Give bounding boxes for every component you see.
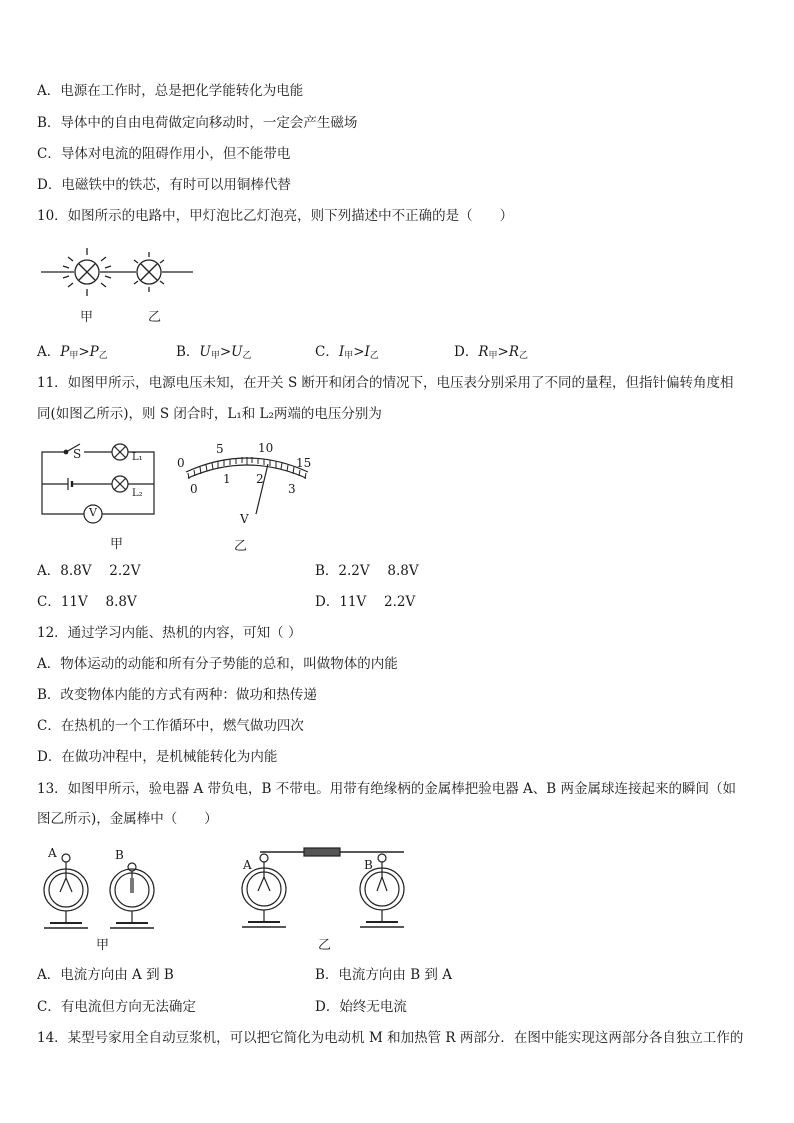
q12-option-b: B．改变物体内能的方式有两种：做功和热传递 bbox=[37, 687, 317, 703]
q10-option-b-prefix: B． bbox=[176, 344, 200, 360]
q11-lamp1-label: L₁ bbox=[132, 452, 143, 463]
q10-option-c-var2: I bbox=[364, 344, 370, 360]
q11-lamp2-label: L₂ bbox=[132, 488, 143, 499]
dial-ticks bbox=[188, 457, 306, 479]
q14-stem: 14．某型号家用全自动豆浆机，可以把它简化为电动机 M 和加热管 R 两部分．在图中能实现这两部分各自独立工作的 bbox=[37, 1030, 744, 1046]
q10-option-a-op: > bbox=[78, 344, 90, 360]
q10-option-c bbox=[315, 343, 379, 365]
dial-bottom-2: 2 bbox=[256, 472, 264, 486]
q10-option-b bbox=[176, 343, 252, 365]
q13-stem-line2: 图乙所示)，金属棒中（ ） bbox=[37, 811, 218, 827]
q10-label-yi: 乙 bbox=[148, 310, 162, 325]
q13-caption-jia: 甲 bbox=[96, 938, 110, 953]
q12-option-d: D．在做功冲程中，是机械能转化为内能 bbox=[37, 749, 278, 765]
q10-option-b-var2: U bbox=[231, 344, 243, 360]
dial-unit-label: V bbox=[240, 512, 249, 526]
q10-option-a bbox=[37, 343, 108, 365]
q10-option-d-sub1: 甲 bbox=[488, 351, 498, 361]
q10-option-a-sub2: 乙 bbox=[98, 351, 108, 361]
q13-caption-yi: 乙 bbox=[318, 938, 332, 953]
q10-option-d bbox=[454, 343, 528, 365]
q11-switch-label: S bbox=[73, 447, 82, 461]
q11-option-d: D．11V 2.2V bbox=[315, 594, 416, 610]
q9-option-c: C．导体对电流的阻碍作用小，但不能带电 bbox=[37, 146, 291, 162]
q13-jia-svg bbox=[40, 850, 160, 932]
dial-top-15: 15 bbox=[296, 456, 312, 470]
q13-option-b: B．电流方向由 B 到 A bbox=[315, 967, 452, 983]
q13-yi-label-a: A bbox=[243, 858, 252, 872]
q10-option-c-var1: I bbox=[338, 344, 345, 360]
q11-caption-jia: 甲 bbox=[110, 537, 124, 552]
electroscope-b-icon bbox=[110, 863, 154, 928]
q10-lamp-circuit-svg bbox=[38, 244, 208, 306]
q11-stem-line1: 11．如图甲所示，电源电压未知，在开关 S 断开和闭合的情况下，电压表分别采用了不同的量程，但指针偏转角度相 bbox=[37, 375, 734, 391]
q10-option-a-var1: P bbox=[60, 344, 70, 360]
q10-option-c-sub2: 乙 bbox=[369, 351, 379, 361]
q10-option-d-prefix: D． bbox=[454, 344, 479, 360]
q11-option-b: B．2.2V 8.8V bbox=[315, 563, 419, 579]
dial-top-5: 5 bbox=[216, 442, 224, 456]
q11-voltmeter-label: V bbox=[89, 506, 97, 519]
q10-option-b-var1: U bbox=[199, 344, 211, 360]
q13-option-d: D．始终无电流 bbox=[315, 999, 407, 1015]
q10-option-d-var1: R bbox=[478, 344, 489, 360]
q13-stem-line1: 13．如图甲所示，验电器 A 带负电，B 不带电。用带有绝缘柄的金属棒把验电器 A、B 两金属球连接起来的瞬间（如 bbox=[37, 781, 736, 797]
q13-yi-label-b: B bbox=[364, 858, 373, 872]
q13-electroscopes-jia-figure bbox=[40, 850, 160, 932]
q10-option-d-var2: R bbox=[508, 344, 519, 360]
q10-option-d-sub2: 乙 bbox=[519, 351, 529, 361]
q13-option-c: C．有电流但方向无法确定 bbox=[37, 999, 196, 1015]
q13-jia-label-b: B bbox=[115, 848, 124, 862]
q11-caption-yi: 乙 bbox=[234, 539, 248, 554]
q13-electroscopes-yi-figure bbox=[238, 845, 410, 933]
q13-yi-svg bbox=[238, 845, 410, 933]
q10-option-a-var2: P bbox=[89, 344, 99, 360]
dial-bottom-3: 3 bbox=[288, 482, 296, 496]
q10-option-a-prefix: A． bbox=[37, 344, 61, 360]
q12-option-c: C．在热机的一个工作循环中，燃气做功四次 bbox=[37, 718, 304, 734]
q10-stem: 10．如图所示的电路中，甲灯泡比乙灯泡亮，则下列描述中不正确的是（ ） bbox=[37, 208, 514, 224]
dial-bottom-0: 0 bbox=[190, 482, 198, 496]
q11-option-c: C．11V 8.8V bbox=[37, 594, 137, 610]
lamp-yi-icon bbox=[134, 252, 164, 292]
q13-jia-label-a: A bbox=[48, 846, 57, 860]
insulating-handle bbox=[304, 848, 340, 856]
dial-top-0: 0 bbox=[177, 456, 185, 470]
q10-option-a-sub1: 甲 bbox=[69, 351, 79, 361]
q10-lamp-circuit-figure bbox=[38, 244, 208, 306]
electroscope-a-icon bbox=[44, 854, 88, 928]
q9-option-d: D．电磁铁中的铁芯，有时可以用铜棒代替 bbox=[37, 177, 291, 193]
q10-option-c-op: > bbox=[353, 344, 365, 360]
q10-option-d-op: > bbox=[497, 344, 509, 360]
q9-option-a: A．电源在工作时，总是把化学能转化为电能 bbox=[37, 83, 304, 99]
q10-option-b-op: > bbox=[219, 344, 232, 360]
q10-option-b-sub2: 乙 bbox=[242, 351, 252, 361]
q10-label-jia: 甲 bbox=[80, 310, 94, 325]
q12-stem: 12．通过学习内能、热机的内容，可知（ ） bbox=[37, 625, 302, 641]
q13-option-a: A．电流方向由 A 到 B bbox=[37, 967, 174, 983]
q10-option-c-sub1: 甲 bbox=[344, 351, 354, 361]
q12-option-a: A．物体运动的动能和所有分子势能的总和，叫做物体的内能 bbox=[37, 656, 398, 672]
dial-bottom-1: 1 bbox=[223, 472, 231, 486]
q11-stem-line2: 同(如图乙所示)，则 S 闭合时，L₁和 L₂两端的电压分别为 bbox=[37, 406, 382, 422]
dial-top-10: 10 bbox=[258, 441, 274, 455]
q11-option-a: A．8.8V 2.2V bbox=[37, 563, 141, 579]
q10-option-b-sub1: 甲 bbox=[210, 351, 220, 361]
q10-option-c-prefix: C． bbox=[315, 344, 339, 360]
q9-option-b: B．导体中的自由电荷做定向移动时，一定会产生磁场 bbox=[37, 115, 358, 131]
